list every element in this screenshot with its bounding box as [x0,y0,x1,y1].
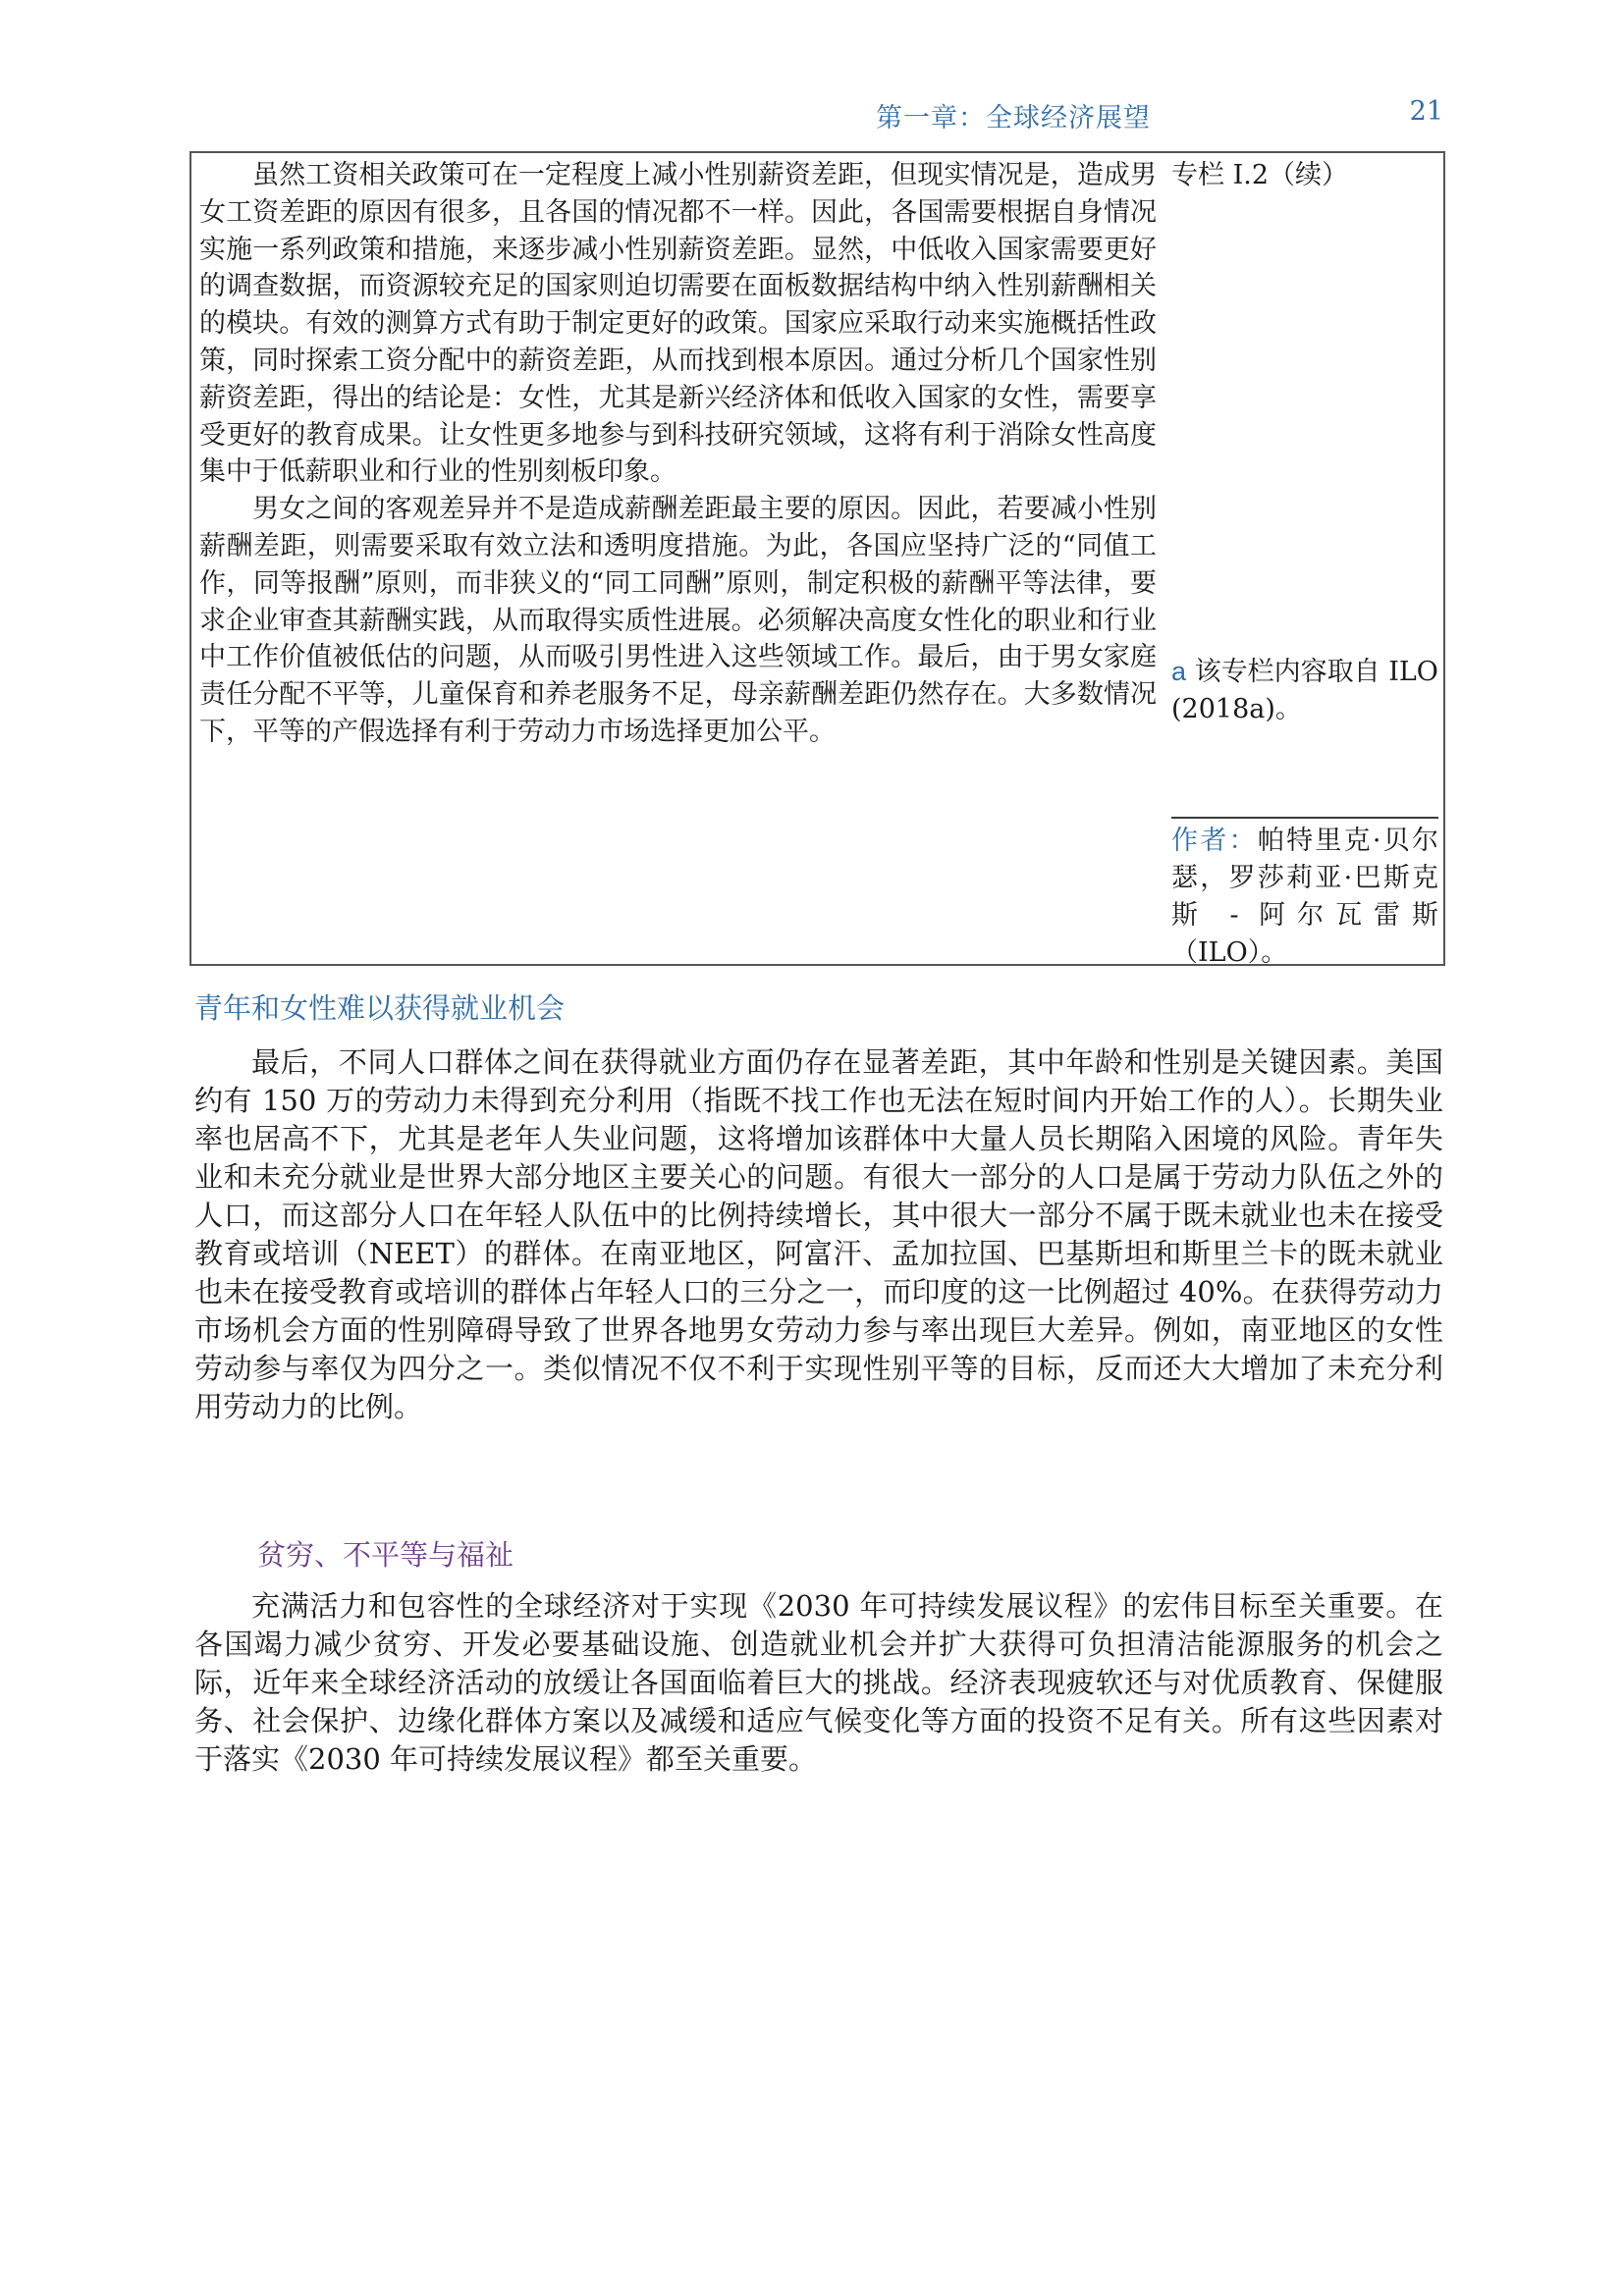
running-header [864,96,1443,145]
section-body-youth-women [194,1043,1443,1426]
box-body [199,157,1157,751]
author-names: 帕特里克·贝尔瑟，罗莎莉亚·巴斯克斯 - 阿尔瓦雷斯（ILO）。 [1171,826,1438,968]
box-label: 专栏 I.2（续） [1171,160,1349,190]
text-box-panel [189,151,1445,966]
footnote-marker: a [1171,657,1187,686]
box-footnote [1171,653,1438,728]
chapter-title: 第一章：全球经济展望 [876,103,1151,133]
section-body-poverty [194,1587,1443,1779]
author-label: 作者： [1171,826,1258,856]
box-author [1171,817,1438,972]
section-heading-poverty: 贫穷、不平等与福祉 [257,1538,514,1572]
body-paragraph: 最后，不同人口群体之间在获得就业方面仍存在显著差距，其中年龄和性别是关键因素。美国约有 150 万的劳动力未得到充分利用（指既不找工作也无法在短时间内开始工作的人）。长期失业率也居高不下，尤其是老年人失业问题，这将增加该群体中大量人员长期陷入困境的风险。青年失业和未充分就业是世界大部分地区主要关心的问题。有很大一部分的人口是属于劳动力队伍之外的人口，而这部分人口在年轻人队伍中的比例持续增长，其中很大一部分不属于既未就业也未在接受教育或培训（NEET）的群体。在南亚地区，阿富汗、孟加拉国、巴基斯坦和斯里兰卡的既未就业也未在接受教育或培训的群体占年轻人口的三分之一，而印度的这一比例超过 40%。在获得劳动力市场机会方面的性别障碍导致了世界各地男女劳动力参与率出现巨大差异。例如，南亚地区的女性劳动参与率仅为四分之一。类似情况不仅不利于实现性别平等的目标，反而还大大增加了未充分利用劳动力的比例。 [194,1045,1443,1423]
box-paragraph: 虽然工资相关政策可在一定程度上减小性别薪资差距，但现实情况是，造成男女工资差距的原因有很多，且各国的情况都不一样。因此，各国需要根据自身情况实施一系列政策和措施，来逐步减小性别薪资差距。显然，中低收入国家需要更好的调查数据，而资源较充足的国家则迫切需要在面板数据结构中纳入性别薪酬相关的模块。有效的测算方式有助于制定更好的政策。国家应采取行动来实施概括性政策，同时探索工资分配中的薪资差距，从而找到根本原因。通过分析几个国家性别薪资差距，得出的结论是：女性，尤其是新兴经济体和低收入国家的女性，需要享受更好的教育成果。让女性更多地参与到科技研究领域，这将有利于消除女性高度集中于低薪职业和行业的性别刻板印象。 [199,160,1157,488]
footnote-text: 该专栏内容取自 ILO (2018a)。 [1171,657,1438,724]
box-paragraph: 男女之间的客观差异并不是造成薪酬差距最主要的原因。因此，若要减小性别薪酬差距，则需要采取有效立法和透明度措施。为此，各国应坚持广泛的“同值工作，同等报酬”原则，而非狭义的“同工同酬”原则，制定积极的薪酬平等法律，要求企业审查其薪酬实践，从而取得实质性进展。必须解决高度女性化的职业和行业中工作价值被低估的问题，从而吸引男性进入这些领域工作。最后，由于男女家庭责任分配不平等，儿童保育和养老服务不足，母亲薪酬差距仍然存在。大多数情况下，平等的产假选择有利于劳动力市场选择更加公平。 [199,494,1157,747]
page-number: 21 [1409,96,1443,127]
body-paragraph: 充满活力和包容性的全球经济对于实现《2030 年可持续发展议程》的宏伟目标至关重要。在各国竭力减少贫穷、开发必要基础设施、创造就业机会并扩大获得可负担清洁能源服务的机会之际，近年来全球经济活动的放缓让各国面临着巨大的挑战。经济表现疲软还与对优质教育、保健服务、社会保护、边缘化群体方案以及减缓和适应气候变化等方面的投资不足有关。所有这些因素对于落实《2030 年可持续发展议程》都至关重要。 [194,1589,1443,1776]
section-heading-youth-women: 青年和女性难以获得就业机会 [194,991,566,1025]
box-sidebar [1171,157,1438,968]
